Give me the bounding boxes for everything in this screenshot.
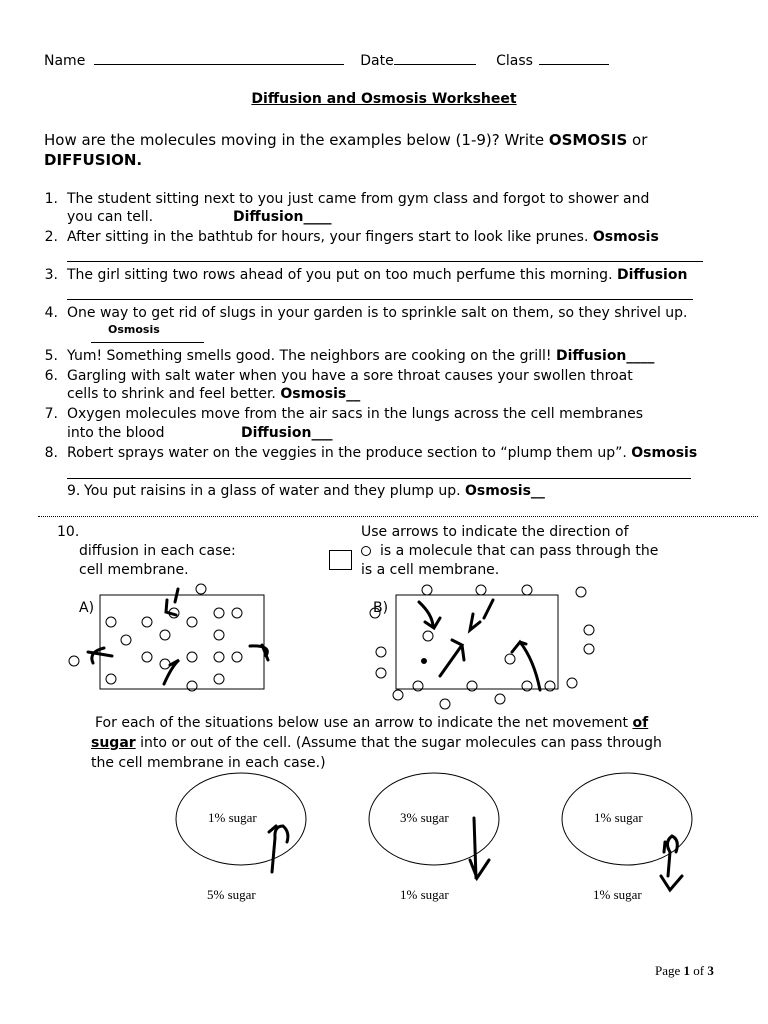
page-indicator: [655, 963, 714, 979]
question-text-body: Robert sprays water on the veggies in the produce section to “plump them up”.: [67, 445, 627, 461]
drawn-arrow: [470, 818, 489, 878]
page-current: 1: [683, 963, 691, 978]
question-number: 2.: [44, 229, 58, 245]
q10-number: 10.: [57, 524, 80, 540]
question-text-cont: into the blood: [67, 425, 165, 441]
date-label: Date: [360, 53, 394, 69]
cell-2-inside-label: 3% sugar: [400, 810, 449, 825]
sugar-text-c: the cell membrane in each case.): [91, 755, 326, 771]
intro-word-osmosis: OSMOSIS: [548, 131, 628, 149]
question-answer: Osmosis: [592, 229, 659, 245]
page-prefix: Page: [655, 963, 684, 978]
question-text-body: After sitting in the bathtub for hours, your fingers start to look like prunes.: [67, 229, 589, 245]
q10-right-text: Use arrows to indicate the direction of: [361, 524, 629, 540]
question-answer: Diffusion____: [555, 348, 655, 364]
q10-right-text-cont: is a cell membrane.: [361, 562, 500, 578]
question-text-body: Yum! Something smells good. The neighbors are cooking on the grill!: [67, 348, 552, 364]
cell-1-outside-label: 5% sugar: [207, 887, 256, 902]
question-text-body: The girl sitting two rows ahead of you put on too much perfume this morning.: [67, 267, 613, 283]
drawn-arrow: [661, 836, 682, 890]
intro-text-b: or: [627, 131, 648, 149]
question-answer: Diffusion____: [233, 209, 332, 225]
cell-3-outside-label: 1% sugar: [593, 887, 642, 902]
question-number: 1.: [44, 191, 58, 207]
question-text: Gargling with salt water when you have a sore throat causes your swollen throat: [67, 368, 633, 384]
page-mid: of: [690, 963, 708, 978]
question-answer: Osmosis__: [280, 386, 361, 402]
diagram-label-b: B): [373, 600, 389, 616]
q10-left-text-cont: cell membrane.: [79, 562, 189, 578]
question-number: 6.: [44, 368, 58, 384]
question-answer: Osmosis: [631, 445, 698, 461]
page-total: 3: [707, 963, 714, 978]
question-answer: Diffusion___: [241, 425, 333, 441]
question-number: 9.: [67, 483, 81, 499]
question-answer: Diffusion: [616, 267, 688, 283]
sugar-text-a: For each of the situations below use an arrow to indicate the net movement: [95, 715, 633, 731]
q10-right-text-cont: is a molecule that can pass through the: [380, 543, 659, 559]
question-text: The student sitting next to you just came from gym class and forgot to shower and: [67, 191, 650, 207]
question-answer: Osmosis: [108, 323, 160, 336]
question-text: One way to get rid of slugs in your garden is to sprinkle salt on them, so they shrivel up.: [67, 305, 688, 321]
question-number: 7.: [44, 406, 58, 422]
intro-text-a: How are the molecules moving in the examples below (1-9)? Write: [44, 131, 549, 149]
class-label: Class: [496, 53, 533, 69]
intro-word-diffusion: DIFFUSION.: [44, 151, 143, 169]
drawn-arrow: [269, 826, 288, 872]
question-text-body: cells to shrink and feel better.: [67, 386, 276, 402]
q10-left-text: diffusion in each case:: [79, 543, 236, 559]
question-answer: Osmosis__: [465, 483, 545, 499]
diagram-label-a: A): [79, 600, 95, 616]
sugar-text-b: into or out of the cell. (Assume that the sugar molecules can pass through: [135, 735, 662, 751]
of-sugar-2: sugar: [91, 735, 136, 751]
cell-1-inside-label: 1% sugar: [208, 810, 257, 825]
question-text: Oxygen molecules move from the air sacs in the lungs across the cell membranes: [67, 406, 644, 422]
question-number: 8.: [44, 445, 58, 461]
page-title: Diffusion and Osmosis Worksheet: [251, 91, 517, 107]
cell-2-outside-label: 1% sugar: [400, 887, 449, 902]
question-number: 5.: [44, 348, 58, 364]
question-text-body: You put raisins in a glass of water and they plump up.: [84, 483, 461, 499]
question-number: 4.: [44, 305, 58, 321]
of-sugar-1: of: [632, 715, 649, 731]
question-text-cont: you can tell.: [67, 209, 154, 225]
question-number: 3.: [44, 267, 58, 283]
cell-3-inside-label: 1% sugar: [594, 810, 643, 825]
name-label: Name: [44, 53, 86, 69]
